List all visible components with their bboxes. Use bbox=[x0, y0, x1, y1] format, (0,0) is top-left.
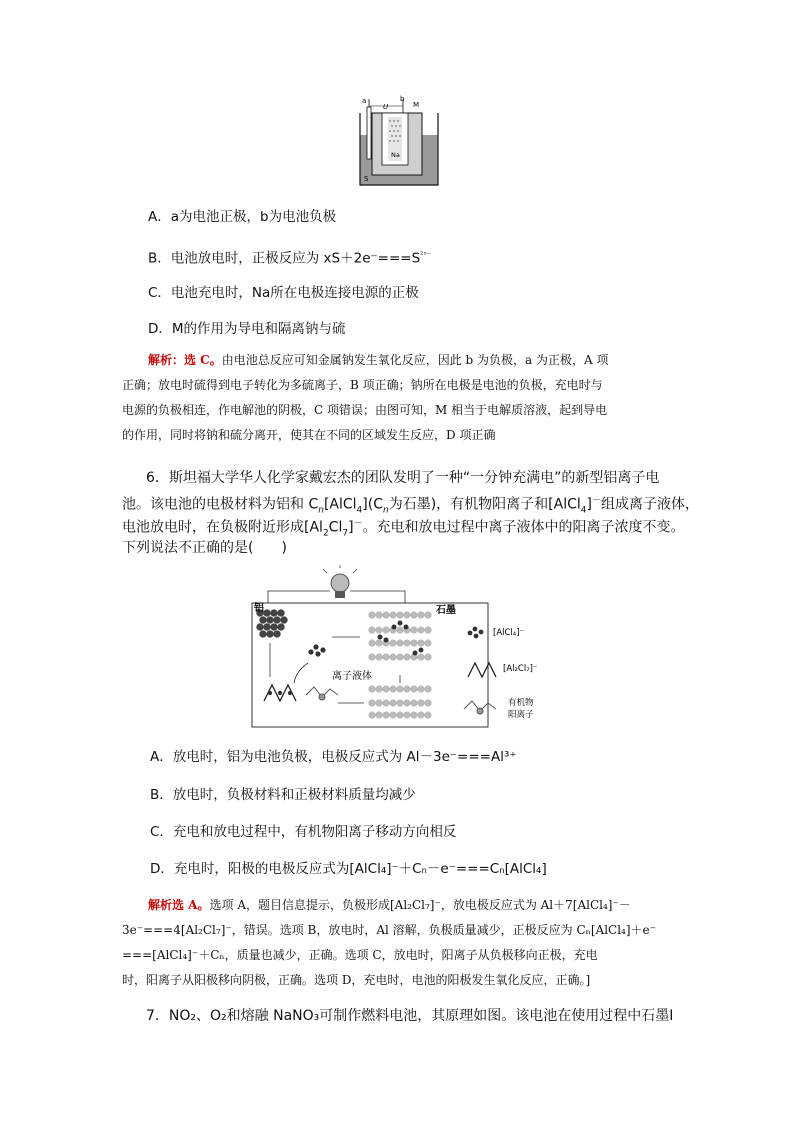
q6-analysis-line: 时，阳离子从阳极移向阴极，正确。选项 D，充电时，电池的阳极发生氧化反应，正确。] bbox=[122, 973, 591, 987]
q5-option-d: D．M的作用为导电和隔离钠与硫 bbox=[148, 321, 346, 337]
q5-option-b: B．电池放电时，正极反应为 $xS+2e^-===S^{^2ˣ^-}$ bbox=[148, 250, 432, 267]
label-a: a bbox=[362, 97, 367, 105]
label-graphite: 石墨 bbox=[436, 605, 456, 616]
q6-analysis-line: 3e⁻===4[Al₂Cl₇]⁻，错误。选项 B，放电时，Al 溶解，负极质量减少，正极反应为 Cₙ[AlCl₄]＋e⁻ bbox=[122, 923, 656, 937]
q5-analysis-line: 正确；放电时硫得到电子转化为多硫离子，B 项正确；钠所在电极是电池的负极，充电时与 bbox=[122, 378, 603, 392]
na-s-cell-diagram bbox=[355, 95, 445, 187]
q5-option-a: A．a为电池正极，b为电池负极 bbox=[148, 209, 337, 225]
q6-stem-line: 下列说法不正确的是( ) bbox=[122, 540, 287, 556]
al-ion-battery-diagram bbox=[250, 565, 580, 730]
analysis-label: 解析选 A。 bbox=[148, 898, 210, 912]
label-b: b bbox=[400, 95, 405, 103]
label-ionic-liquid: 离子液体 bbox=[332, 671, 372, 682]
q6-option-a: A．放电时，铝为电池负极，电极反应式为 Al－3e⁻===Al³⁺ bbox=[150, 749, 517, 765]
q5-analysis-line: 电源的负极相连，作电解池的阴极，C 项错误；由图可知，M 相当于电解质溶液，起到导电 bbox=[122, 403, 608, 417]
q6-analysis-line: ===[AlCl₄]⁻＋Cₙ，质量也减少，正确。选项 C，放电时，阳离子从负极移向正极，充电 bbox=[122, 948, 598, 962]
legend-alcl4: [AlCl₄]⁻ bbox=[493, 628, 524, 638]
q5-option-c: C．电池充电时，Na所在电极连接电源的正极 bbox=[148, 285, 419, 301]
q5-analysis: 解析：选 C。由电池总反应可知金属钠发生氧化反应，因此 b 为负极，a 为正极，A 项 bbox=[148, 353, 609, 367]
q6-stem-line: 池。该电池的电极材料为铝和 $C_n[AlCl_4](C_n$为石墨)，有机物阳离子和[AlCl$_4$]－组成离子液体， bbox=[122, 496, 699, 516]
analysis-label: 解析：选 C。 bbox=[148, 353, 222, 367]
label-aluminum: 铝 bbox=[254, 603, 264, 614]
q6-option-d: D．充电时，阳极的电极反应式为[AlCl₄]⁻＋Cₙ－e⁻===Cₙ[AlCl₄] bbox=[150, 861, 547, 877]
bulb-icon bbox=[323, 565, 357, 598]
legend-organic-cation: 有机物 bbox=[508, 698, 534, 708]
label-M: M bbox=[413, 101, 420, 109]
q6-option-c: C．充电和放电过程中，有机物阳离子移动方向相反 bbox=[150, 824, 457, 840]
label-U: U bbox=[383, 103, 389, 111]
q6-analysis: 解析选 A。选项 A，题目信息提示，负极形成[Al₂Cl₇]⁻，放电极反应式为 Al＋7[AlCl₄]⁻－ bbox=[148, 898, 631, 912]
q6-stem-line: 电池放电时，在负极附近形成$[Al_2Cl_7]^-$。充电和放电过程中离子液体中的阳离子浓度不变。 bbox=[122, 519, 685, 539]
q7-stem: 7．NO₂、O₂和熔融 NaNO₃可制作燃料电池，其原理如图。该电池在使用过程中石墨Ⅰ bbox=[146, 1008, 674, 1024]
q5-analysis-line: 的作用，同时将钠和硫分离开，使其在不同的区域发生反应，D 项正确 bbox=[122, 428, 496, 442]
legend-al2cl7: [Al₂Cl₇]⁻ bbox=[503, 664, 538, 674]
label-S: S bbox=[364, 175, 369, 183]
q6-option-b: B．放电时，负极材料和正极材料质量均减少 bbox=[150, 787, 416, 803]
legend-organic-cation: 阳离子 bbox=[508, 710, 534, 720]
label-Na: Na bbox=[391, 151, 400, 159]
q6-stem-line: 6．斯坦福大学华人化学家戴宏杰的团队发明了一种“一分钟充满电”的新型铝离子电 bbox=[146, 470, 660, 486]
